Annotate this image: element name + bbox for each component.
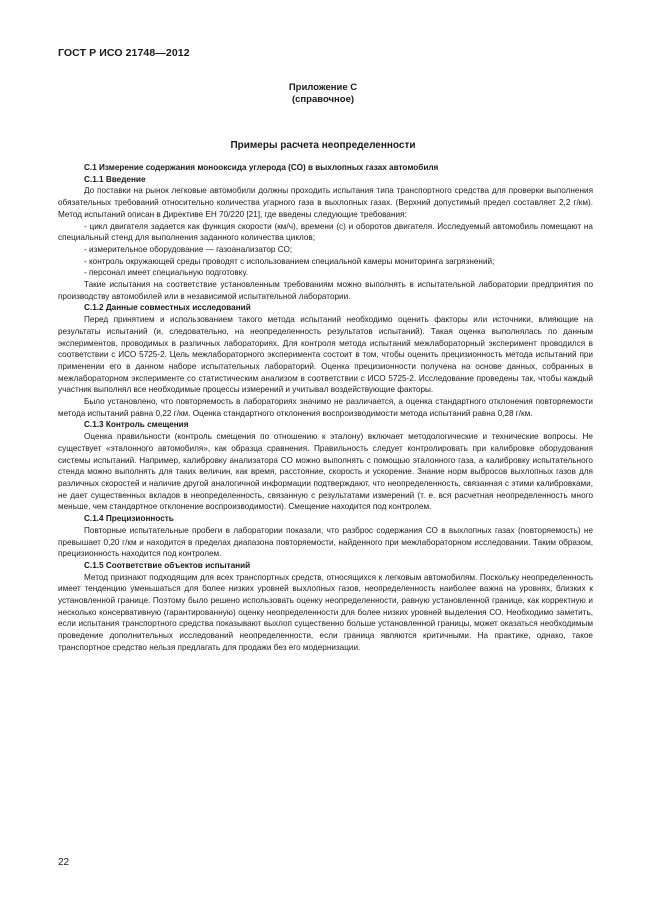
list-item-personnel: - персонал имеет специальную подготовку. [84, 268, 248, 278]
subsection-heading-c1-3: С.1.3 Контроль смещения [84, 420, 189, 430]
annex-heading [0, 82, 646, 106]
paragraph-precision: Повторные испытательные пробеги в лаборатории показали, что разброс содержания СО в выхлопных газах (повторяемость) не превышает 0,20 г/км и находится в пределах диапазона повторяемости, найденного при межлабораторном исследовании. Таким образом, прецизионность находится под контролем. [58, 525, 593, 559]
paragraph-interlab: Перед принятием и использованием такого метода испытаний необходимо оценить факторы или источники, влияющие на результаты испытаний (и, следовательно, на неопределенность результатов испытаний). Такая оценка выполнялась по данным экспериментов, проводимых в различных лабораториях. Для контроля метода испытаний межлабораторный эксперимент проводился в соответствии с ИСО 5725-2. Цель межлабораторного эксперимента состоит в том, чтобы оценить прецизионность метода испытаний при применении его в данном наборе испытательных лабораторий. Оценка прецизионности получена на основе данных, собранных в межлабораторном эксперименте со статистическим анализом в соответствии с ИСО 5725-2. Исследование проведены так, чтобы каждый участник выполнял все необходимые процессы измерений и учитывал воздействующие факторы. [58, 315, 593, 395]
document-body [58, 162, 593, 654]
standard-designation: ГОСТ Р ИСО 21748—2012 [58, 47, 190, 59]
section-heading-c1: С.1 Измерение содержания монооксида углерода (СО) в выхлопных газах автомобиля [84, 163, 439, 172]
list-item-engine-cycle: - цикл двигателя задается как функция скорости (км/ч), времени (с) и оборотов двигателя. Исследуемый автомобиль помещают на специальный стенд для выполнения заданного количества циклов; [58, 221, 593, 243]
section-title: Примеры расчета неопределенности [230, 140, 416, 151]
paragraph-repeatability: Было установлено, что повторяемость в лабораториях значимо не различается, а оценка стандартного отклонения повторяемости метода испытаний равна 0,22 г/км. Оценка стандартного отклонения воспроизводимости метода испытаний равна 0,28 г/км. [58, 397, 593, 418]
paragraph-objects: Метод признают подходящим для всех транспортных средств, относящихся к легковым автомобилям. Поскольку неопределенность имеет тенденцию уменьшаться для более низких уровней выхлопных газов, неопределенность наиболее важна на уровнях, близких к установленной границе. Поэтому было решено использовать оценку неопределенности, равную установленной границе, как корректную и несколько консервативную (гарантированную) оценку неопределенности для более низких уровней выделения СО. Необходимо заметить, если испытания транспортного средства показывают выхлоп существенно больше установленной границы, может оказаться необходимым проведение дополнительных исследований неопределенности, если граница являются критичными. На практике, однако, такое транспортное средство нельзя предлагать для продажи без его модернизации. [58, 572, 593, 652]
paragraph-bias: Оценка правильности (контроль смещения по отношению к эталону) включает методологические и технические вопросы. Не существует «эталонного автомобиля», как образца сравнения. Правильность следует контролировать при калибровке оборудования системы испытаний. Например, калибровку анализатора СО можно выполнять с помощью эталонного газа, а калибровку испытательного стенда можно выполнять для таких величин, как время, расстояние, скорость и ускорение. Знание норм выбросов выхлопных газов для различных скоростей и наличие другой аналогичной информации подтверждают, что неопределенность, связанная с этими калибровками, не дает существенных вкладов в неопределенность, связанную с результатами измерений (т. е. вся расчетная неопределенность много меньше, чем стандартное отклонение воспроизводимости). Смещение находится под контролем. [58, 432, 593, 512]
subsection-heading-c1-2: С.1.2 Данные совместных исследований [84, 303, 251, 313]
page-number: 22 [58, 857, 70, 868]
subsection-heading-c1-4: С.1.4 Прецизионность [84, 514, 174, 524]
subsection-heading-c1-1: С.1.1 Введение [84, 174, 146, 184]
list-item-equipment: - измерительное оборудование — газоанализатор СО; [84, 244, 293, 254]
list-item-environment: - контроль окружающей среды проводят с использованием специальной камеры мониторинга загрязнений; [84, 256, 495, 266]
annex-title: Приложение С [288, 82, 358, 93]
paragraph-compliance: Такие испытания на соответствие установленным требованиям можно выполнять в испытательной лаборатории предприятия по производству автомобилей или в независимой испытательной лаборатории. [58, 280, 593, 301]
annex-subtitle: (справочное) [291, 94, 355, 105]
paragraph-intro: До поставки на рынок легковые автомобили должны проходить испытания типа транспортного средства для проверки выполнения обязательных требований относительно количества угарного газа в выхлопных газах. (Верхний допустимый предел составляет 2,2 г/км). Метод испытаний описан в Директиве ЕН 70/220 [21], где введены следующие требования: [58, 186, 593, 219]
subsection-heading-c1-5: С.1.5 Соответствие объектов испытаний [84, 560, 251, 570]
